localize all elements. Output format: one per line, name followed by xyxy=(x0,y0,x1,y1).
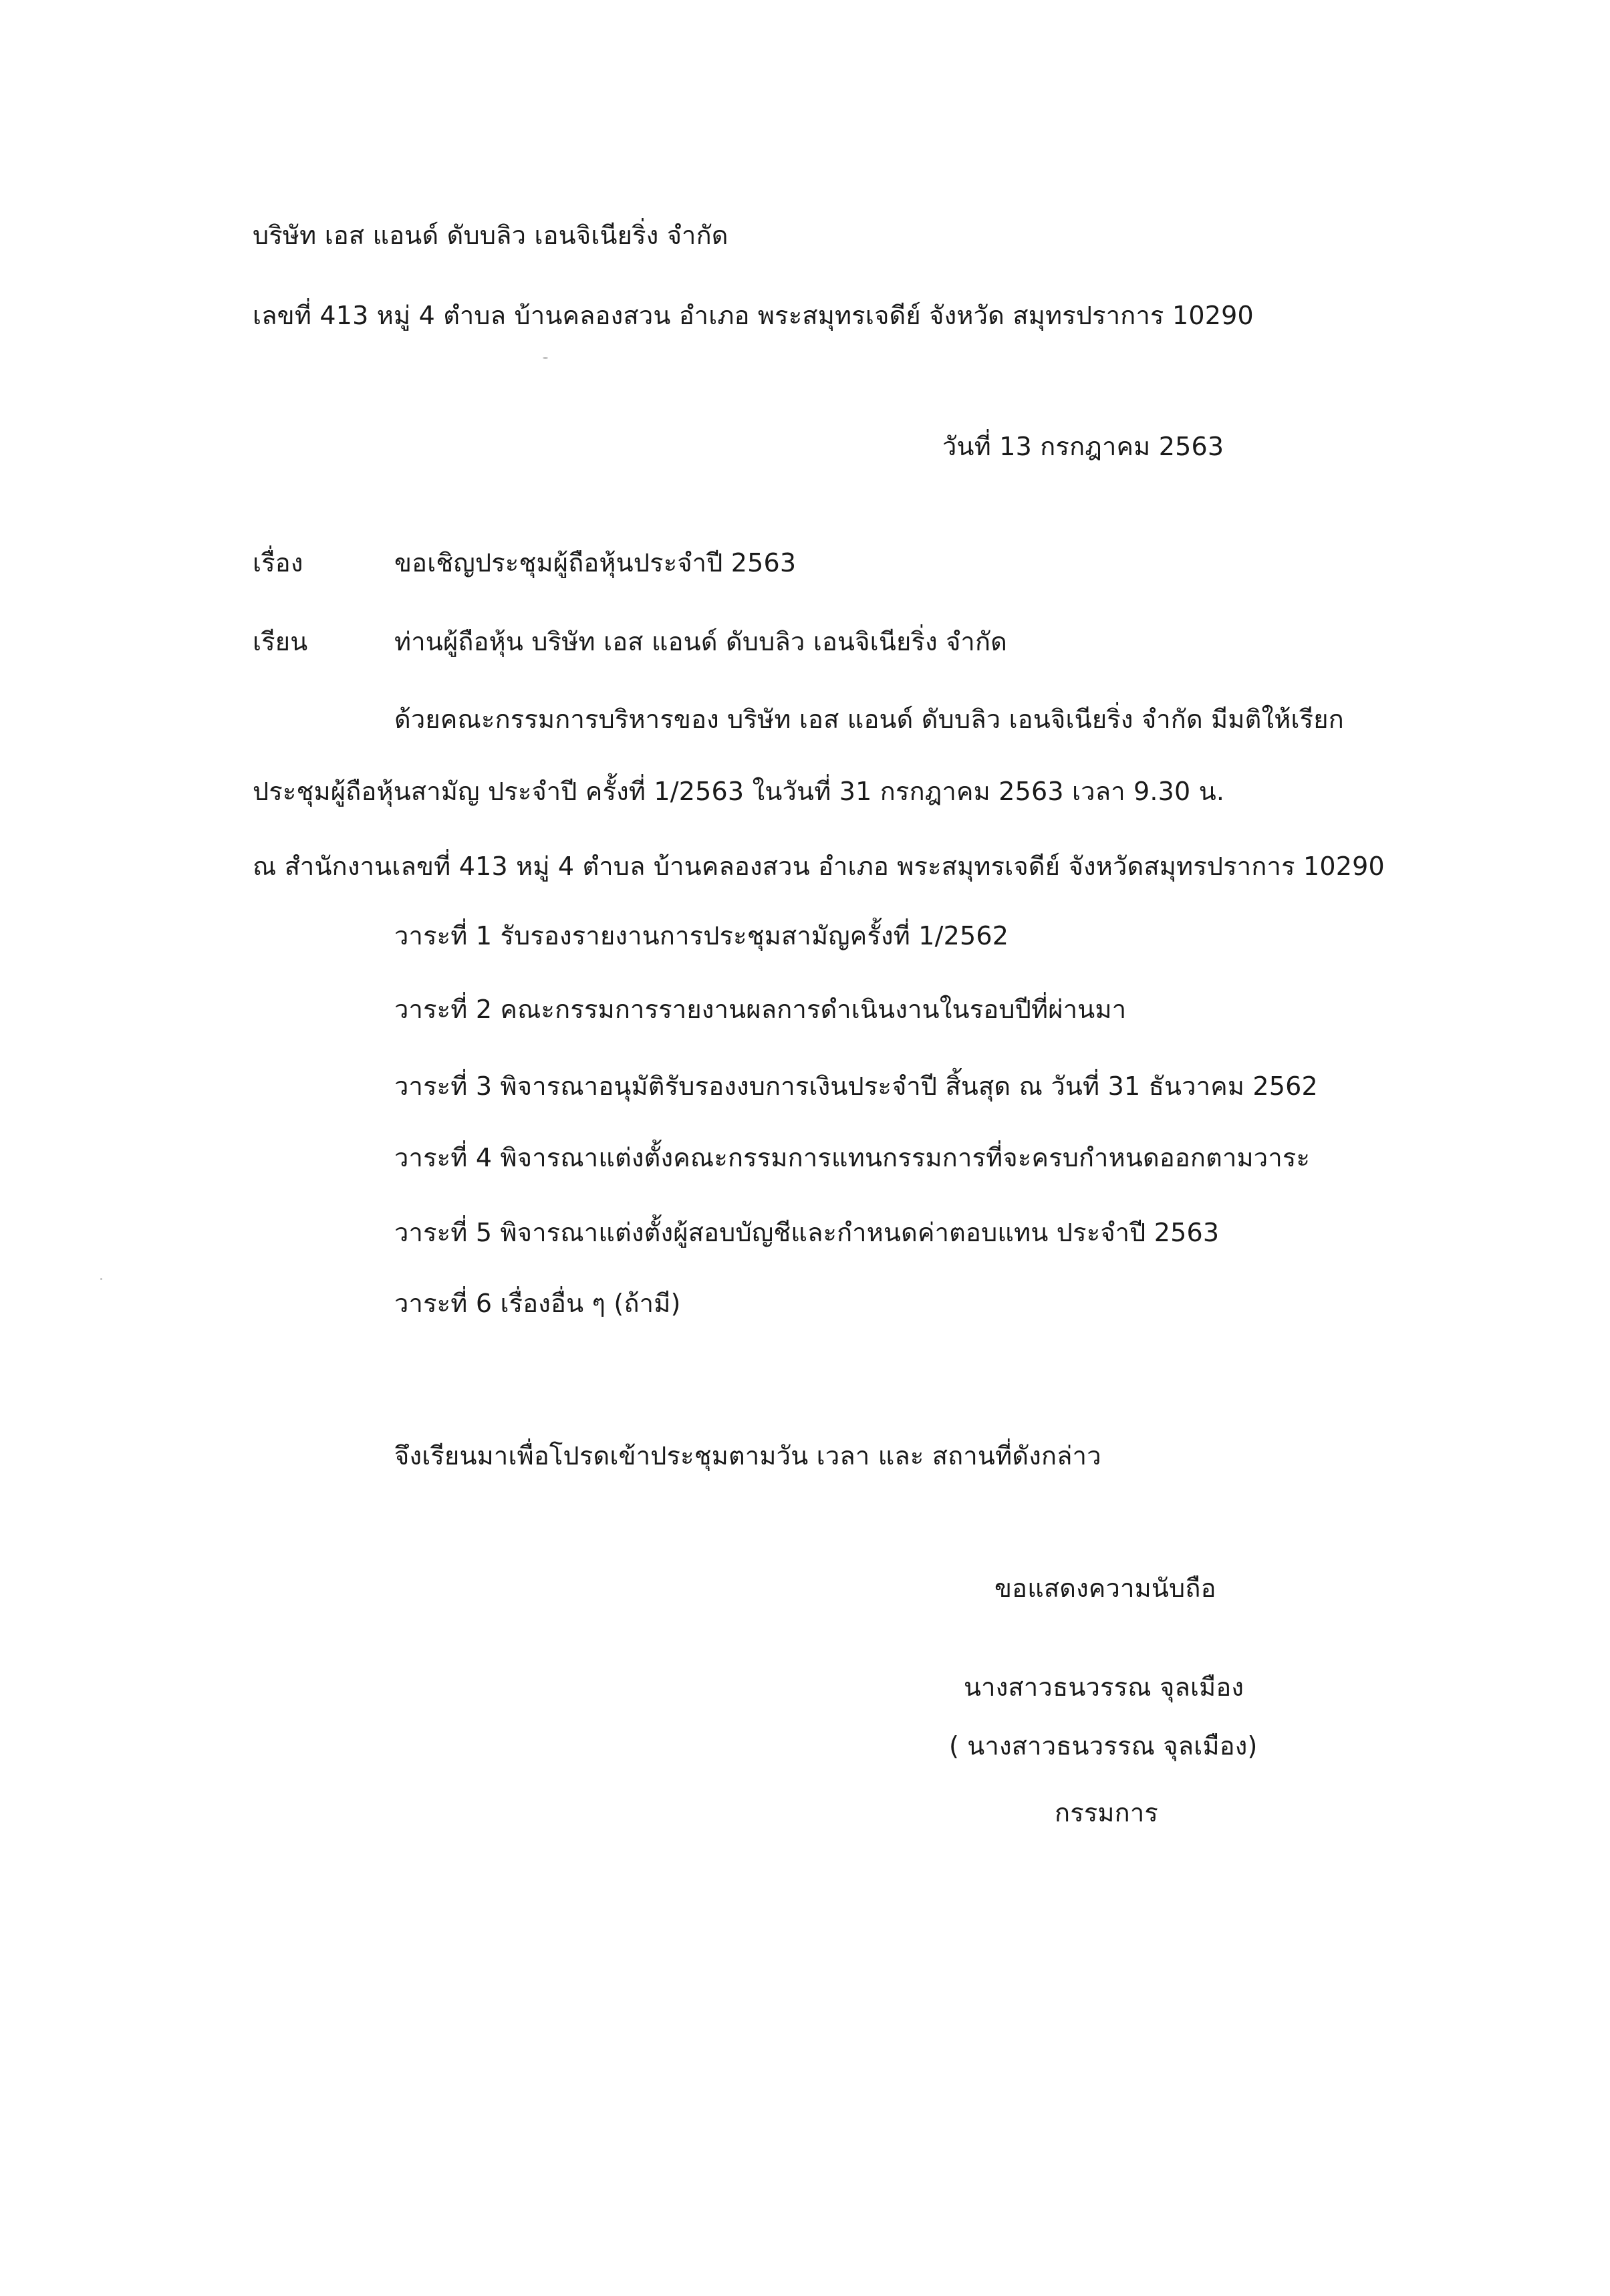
agenda-item: วาระที่ 2 คณะกรรมการรายงานผลการดำเนินงานในรอบปีที่ผ่านมา xyxy=(394,995,1127,1024)
company-address: เลขที่ 413 หมู่ 4 ตำบล บ้านคลองสวน อำเภอ พระสมุทรเจดีย์ จังหวัด สมุทรปราการ 10290 xyxy=(253,301,1254,330)
recipient-label: เรียน xyxy=(253,627,308,656)
subject-text: ขอเชิญประชุมผู้ถือหุ้นประจำปี 2563 xyxy=(394,548,797,578)
agenda-item: วาระที่ 1 รับรองรายงานการประชุมสามัญครั้งที่ 1/2562 xyxy=(394,921,1009,950)
recipient-text: ท่านผู้ถือหุ้น บริษัท เอส แอนด์ ดับบลิว เอนจิเนียริ่ง จำกัด xyxy=(394,627,1008,656)
company-name: บริษัท เอส แอนด์ ดับบลิว เอนจิเนียริ่ง จำกัด xyxy=(253,221,728,250)
regards: ขอแสดงความนับถือ xyxy=(994,1573,1216,1603)
closing-sentence: จึงเรียนมาเพื่อโปรดเข้าประชุมตามวัน เวลา และ สถานที่ดังกล่าว xyxy=(394,1441,1101,1471)
body-line-3: ณ สำนักงานเลขที่ 413 หมู่ 4 ตำบล บ้านคลองสวน อำเภอ พระสมุทรเจดีย์ จังหวัดสมุทรปราการ 10290 xyxy=(253,852,1385,881)
subject-label: เรื่อง xyxy=(253,548,303,578)
scan-speck xyxy=(543,357,548,359)
scan-speck xyxy=(100,1278,102,1280)
agenda-item: วาระที่ 5 พิจารณาแต่งตั้งผู้สอบบัญชีและกำหนดค่าตอบแทน ประจำปี 2563 xyxy=(394,1218,1220,1247)
agenda-item: วาระที่ 3 พิจารณาอนุมัติรับรองงบการเงินประจำปี สิ้นสุด ณ วันที่ 31 ธันวาคม 2562 xyxy=(394,1071,1318,1101)
agenda-item: วาระที่ 6 เรื่องอื่น ๆ (ถ้ามี) xyxy=(394,1289,681,1318)
signatory-name-parenthesized: ( นางสาวธนวรรณ จุลเมือง) xyxy=(949,1731,1258,1761)
agenda-item: วาระที่ 4 พิจารณาแต่งตั้งคณะกรรมการแทนกรรมการที่จะครบกำหนดออกตามวาระ xyxy=(394,1143,1311,1172)
subject-row xyxy=(253,543,303,583)
body-line-1: ด้วยคณะกรรมการบริหารของ บริษัท เอส แอนด์ ดับบลิว เอนจิเนียริ่ง จำกัด มีมติให้เรียก xyxy=(394,705,1344,734)
body-line-2: ประชุมผู้ถือหุ้นสามัญ ประจำปี ครั้งที่ 1/2563 ในวันที่ 31 กรกฎาคม 2563 เวลา 9.30 น. xyxy=(253,777,1225,806)
letter-date: วันที่ 13 กรกฎาคม 2563 xyxy=(942,432,1224,461)
signatory-title: กรรมการ xyxy=(1055,1798,1159,1827)
signatory-name: นางสาวธนวรรณ จุลเมือง xyxy=(964,1672,1244,1702)
